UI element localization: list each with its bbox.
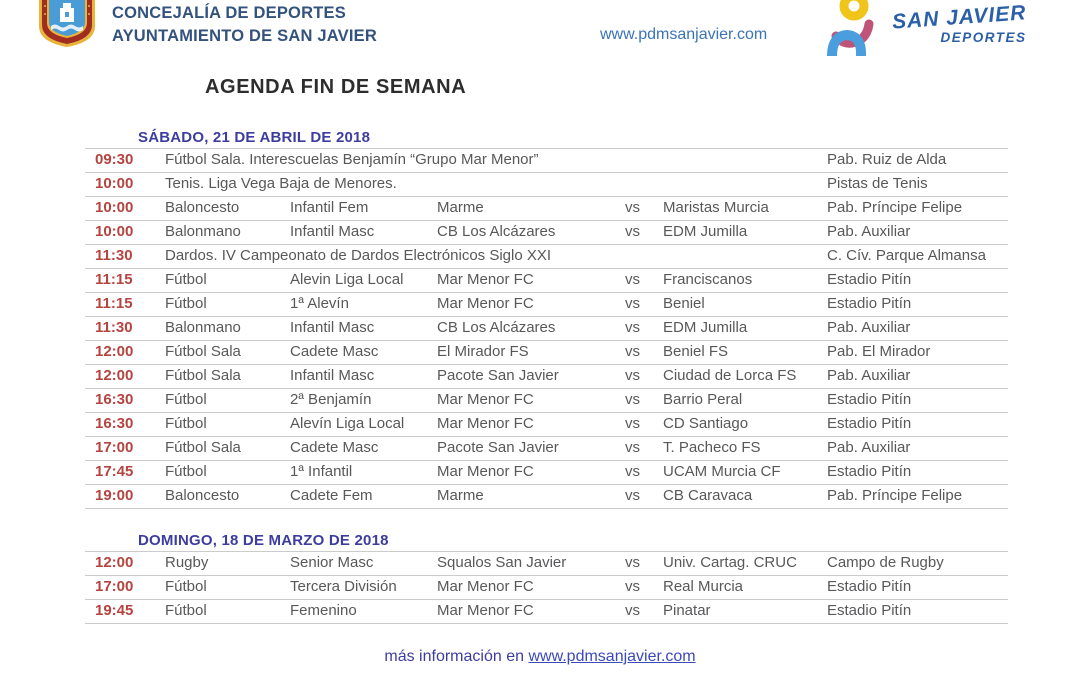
event-sport: Fútbol: [165, 391, 207, 408]
event-venue: Estadio Pitín: [827, 295, 912, 312]
vs-label: vs: [625, 578, 640, 595]
brand-name: SAN JAVIER: [891, 1, 1028, 34]
event-venue: Pab. El Mirador: [827, 343, 931, 360]
footer-website-link[interactable]: www.pdmsanjavier.com: [528, 648, 696, 665]
event-sport: Baloncesto: [165, 199, 240, 216]
event-home-team: Squalos San Javier: [437, 554, 567, 571]
footer-text: más información en: [384, 648, 524, 665]
event-time: 11:30: [95, 247, 133, 264]
person-figure-icon: [822, 0, 888, 56]
event-time: 17:45: [95, 463, 134, 480]
event-time: 16:30: [95, 415, 134, 432]
event-venue: Pistas de Tenis: [827, 175, 928, 192]
organization-name: [112, 2, 377, 48]
event-venue: Estadio Pitín: [827, 578, 912, 595]
brand-subtitle: DEPORTES: [940, 30, 1027, 45]
event-time: 10:00: [95, 175, 134, 192]
vs-label: vs: [625, 199, 640, 216]
event-category: 1ª Alevín: [290, 295, 349, 312]
event-home-team: Marme: [437, 487, 484, 504]
event-row: [85, 341, 1008, 365]
vs-label: vs: [625, 439, 640, 456]
vs-label: vs: [625, 463, 640, 480]
event-category: Cadete Fem: [290, 487, 373, 504]
event-category: Alevin Liga Local: [290, 271, 404, 288]
event-away-team: Pinatar: [663, 602, 711, 619]
event-row: [85, 197, 1008, 221]
event-category: 1ª Infantil: [290, 463, 353, 480]
event-time: 12:00: [95, 343, 134, 360]
event-away-team: Maristas Murcia: [663, 199, 769, 216]
event-sport: Fútbol: [165, 295, 207, 312]
event-sport: Balonmano: [165, 223, 241, 240]
event-venue: Pab. Auxiliar: [827, 319, 911, 336]
event-description: Dardos. IV Campeonato de Dardos Electrónicos Siglo XXI: [165, 247, 552, 264]
event-row: [85, 600, 1008, 624]
event-venue: Campo de Rugby: [827, 554, 944, 571]
event-away-team: Barrio Peral: [663, 391, 743, 408]
event-home-team: Marme: [437, 199, 484, 216]
event-away-team: UCAM Murcia CF: [663, 463, 781, 480]
event-home-team: Pacote San Javier: [437, 367, 559, 384]
event-venue: Pab. Príncipe Felipe: [827, 487, 963, 504]
event-venue: Estadio Pitín: [827, 463, 912, 480]
vs-label: vs: [625, 343, 640, 360]
event-row: [85, 413, 1008, 437]
event-away-team: Univ. Cartag. CRUC: [663, 554, 797, 571]
event-venue: Estadio Pitín: [827, 271, 912, 288]
event-time: 12:00: [95, 554, 134, 571]
vs-label: vs: [625, 271, 640, 288]
event-home-team: Mar Menor FC: [437, 578, 534, 595]
schedule-table: [85, 128, 1008, 624]
event-time: 19:00: [95, 487, 134, 504]
event-row: [85, 389, 1008, 413]
day-section: [85, 128, 1008, 509]
event-sport: Fútbol: [165, 271, 207, 288]
vs-label: vs: [625, 319, 640, 336]
event-venue: Estadio Pitín: [827, 415, 912, 432]
event-row: [85, 485, 1008, 509]
event-away-team: Beniel FS: [663, 343, 729, 360]
vs-label: vs: [625, 415, 640, 432]
vs-label: vs: [625, 223, 640, 240]
event-home-team: Mar Menor FC: [437, 602, 534, 619]
event-category: Cadete Masc: [290, 439, 379, 456]
event-away-team: Ciudad de Lorca FS: [663, 367, 797, 384]
event-category: 2ª Benjamín: [290, 391, 372, 408]
event-row: [85, 552, 1008, 576]
event-sport: Fútbol Sala: [165, 343, 241, 360]
event-sport: Fútbol: [165, 602, 207, 619]
event-row: [85, 576, 1008, 600]
event-home-team: Mar Menor FC: [437, 463, 534, 480]
vs-label: vs: [625, 602, 640, 619]
event-venue: Pab. Auxiliar: [827, 439, 911, 456]
event-category: Infantil Fem: [290, 199, 369, 216]
event-time: 17:00: [95, 439, 134, 456]
event-sport: Fútbol Sala: [165, 367, 241, 384]
event-row: [85, 173, 1008, 197]
event-row: [85, 461, 1008, 485]
event-time: 10:00: [95, 223, 134, 240]
event-description: Fútbol Sala. Interescuelas Benjamín “Grupo Mar Menor”: [165, 151, 539, 168]
event-home-team: Mar Menor FC: [437, 415, 534, 432]
day-section: [85, 531, 1008, 624]
vs-label: vs: [625, 367, 640, 384]
event-home-team: Mar Menor FC: [437, 391, 534, 408]
event-away-team: Franciscanos: [663, 271, 753, 288]
event-time: 11:30: [95, 319, 133, 336]
day-rows: [85, 148, 1008, 509]
event-time: 11:15: [95, 295, 133, 312]
event-sport: Rugby: [165, 554, 209, 571]
event-sport: Balonmano: [165, 319, 241, 336]
event-time: 17:00: [95, 578, 134, 595]
event-category: Infantil Masc: [290, 367, 375, 384]
event-venue: Pab. Príncipe Felipe: [827, 199, 963, 216]
event-row: [85, 365, 1008, 389]
event-venue: C. Cív. Parque Almansa: [827, 247, 986, 264]
event-category: Femenino: [290, 602, 357, 619]
event-time: 19:45: [95, 602, 134, 619]
event-away-team: EDM Jumilla: [663, 319, 748, 336]
brand-wordmark: [891, 1, 1028, 45]
san-javier-deportes-logo: [822, 0, 1026, 56]
vs-label: vs: [625, 295, 640, 312]
event-row: [85, 269, 1008, 293]
event-away-team: CB Caravaca: [663, 487, 753, 504]
city-crest-logo: [38, 0, 96, 48]
event-time: 11:15: [95, 271, 133, 288]
event-time: 09:30: [95, 151, 134, 168]
event-away-team: Beniel: [663, 295, 705, 312]
header-website-link[interactable]: www.pdmsanjavier.com: [600, 26, 768, 43]
event-home-team: CB Los Alcázares: [437, 319, 556, 336]
event-venue: Pab. Auxiliar: [827, 367, 911, 384]
event-description: Tenis. Liga Vega Baja de Menores.: [165, 175, 397, 192]
event-row: [85, 293, 1008, 317]
event-row: [85, 245, 1008, 269]
event-category: Tercera División: [290, 578, 397, 595]
event-away-team: CD Santiago: [663, 415, 749, 432]
event-sport: Fútbol: [165, 415, 207, 432]
page-title: AGENDA FIN DE SEMANA: [205, 76, 467, 98]
event-category: Infantil Masc: [290, 223, 375, 240]
event-away-team: Real Murcia: [663, 578, 744, 595]
day-heading: SÁBADO, 21 DE ABRIL DE 2018: [138, 129, 371, 146]
event-category: Cadete Masc: [290, 343, 379, 360]
event-home-team: El Mirador FS: [437, 343, 529, 360]
event-venue: Pab. Ruiz de Alda: [827, 151, 947, 168]
event-category: Senior Masc: [290, 554, 374, 571]
event-home-team: Pacote San Javier: [437, 439, 559, 456]
day-heading: DOMINGO, 18 DE MARZO DE 2018: [138, 532, 389, 549]
event-time: 16:30: [95, 391, 134, 408]
event-row: [85, 149, 1008, 173]
event-venue: Estadio Pitín: [827, 391, 912, 408]
event-home-team: CB Los Alcázares: [437, 223, 556, 240]
event-sport: Baloncesto: [165, 487, 240, 504]
vs-label: vs: [625, 554, 640, 571]
event-away-team: EDM Jumilla: [663, 223, 748, 240]
event-venue: Estadio Pitín: [827, 602, 912, 619]
organization-line1: CONCEJALÍA DE DEPORTES: [112, 4, 346, 22]
event-venue: Pab. Auxiliar: [827, 223, 911, 240]
event-home-team: Mar Menor FC: [437, 295, 534, 312]
event-time: 10:00: [95, 199, 134, 216]
day-rows: [85, 551, 1008, 624]
event-category: Alevín Liga Local: [290, 415, 405, 432]
event-away-team: T. Pacheco FS: [663, 439, 761, 456]
event-row: [85, 317, 1008, 341]
vs-label: vs: [625, 391, 640, 408]
event-category: Infantil Masc: [290, 319, 375, 336]
event-home-team: Mar Menor FC: [437, 271, 534, 288]
event-row: [85, 437, 1008, 461]
vs-label: vs: [625, 487, 640, 504]
event-sport: Fútbol Sala: [165, 439, 241, 456]
organization-line2: AYUNTAMIENTO DE SAN JAVIER: [112, 27, 377, 45]
event-time: 12:00: [95, 367, 134, 384]
footer: [0, 648, 1080, 666]
event-sport: Fútbol: [165, 463, 207, 480]
event-row: [85, 221, 1008, 245]
event-sport: Fútbol: [165, 578, 207, 595]
